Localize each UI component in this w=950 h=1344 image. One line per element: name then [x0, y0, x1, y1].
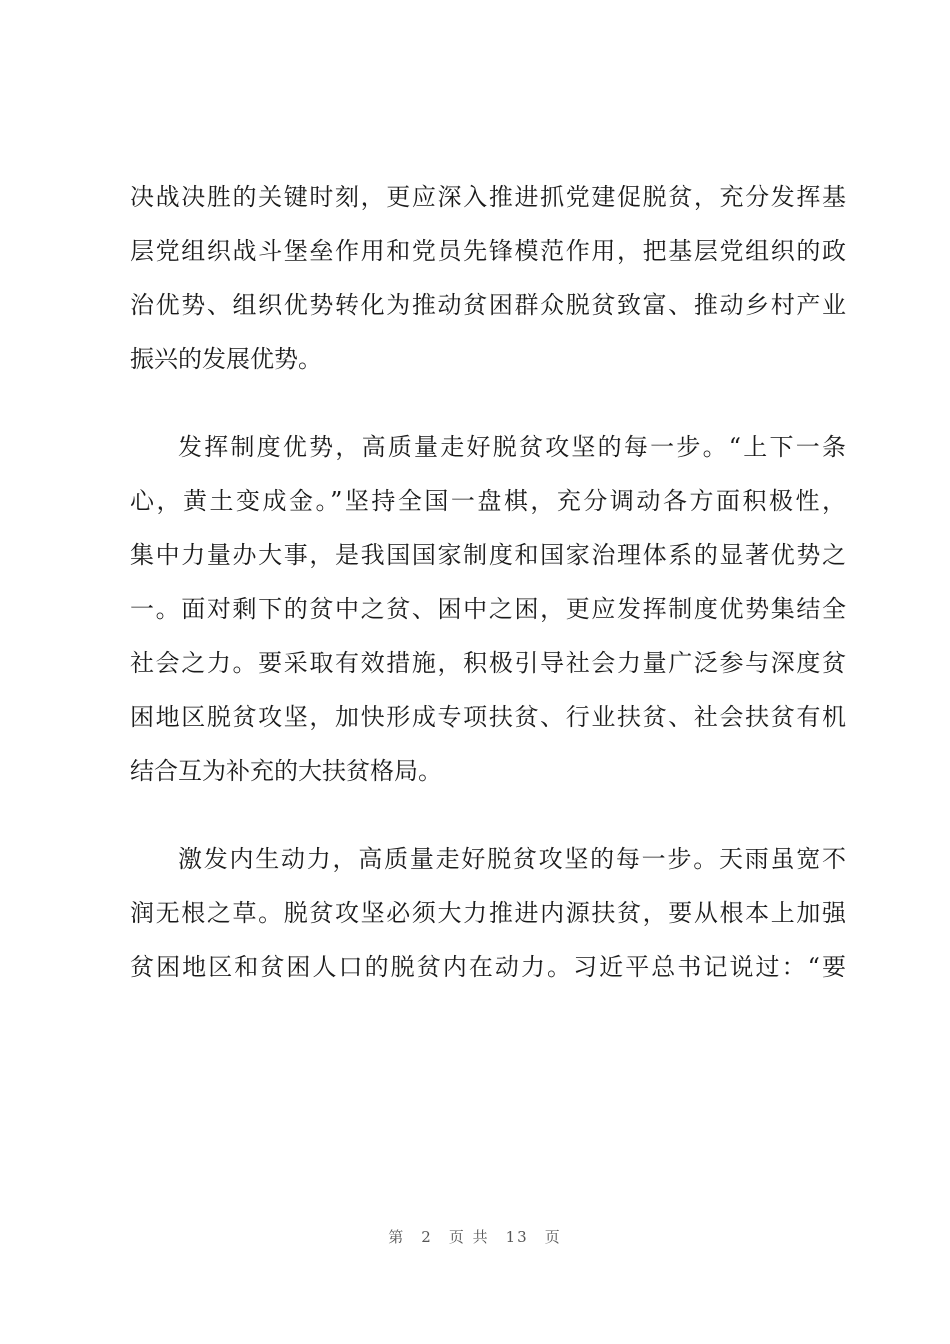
text-line: 集中力量办大事，是我国国家制度和国家治理体系的显著优势之 [130, 541, 846, 569]
paragraph-2 [130, 420, 846, 798]
text-line: 社会之力。要采取有效措施，积极引导社会力量广泛参与深度贫 [130, 649, 846, 677]
text-line: 振兴的发展优势。 [130, 345, 322, 373]
text-line: 层党组织战斗堡垒作用和党员先锋模范作用，把基层党组织的政 [130, 237, 846, 265]
paragraph-gap [130, 386, 846, 420]
body-text [130, 170, 846, 994]
footer-middle: 页 共 [448, 1228, 490, 1246]
text-line: 发挥制度优势，高质量走好脱贫攻坚的每一步。“上下一条 [178, 433, 846, 461]
text-line: 结合互为补充的大扶贫格局。 [130, 757, 442, 785]
paragraph-gap [130, 798, 846, 832]
footer-total-pages: 13 [505, 1228, 529, 1246]
text-line: 激发内生动力，高质量走好脱贫攻坚的每一步。天雨虽宽不 [178, 845, 846, 873]
footer-prefix: 第 [388, 1228, 406, 1246]
paragraph-1 [130, 170, 846, 386]
text-line: 润无根之草。脱贫攻坚必须大力推进内源扶贫，要从根本上加强 [130, 899, 846, 927]
text-line: 心，黄土变成金。”坚持全国一盘棋，充分调动各方面积极性， [130, 487, 846, 515]
footer-suffix: 页 [544, 1228, 562, 1246]
text-line: 一。面对剩下的贫中之贫、困中之困，更应发挥制度优势集结全 [130, 595, 846, 623]
text-line: 困地区脱贫攻坚，加快形成专项扶贫、行业扶贫、社会扶贫有机 [130, 703, 846, 731]
page-footer [0, 1226, 950, 1247]
footer-page-number: 2 [421, 1228, 433, 1246]
text-line: 决战决胜的关键时刻，更应深入推进抓党建促脱贫，充分发挥基 [130, 183, 846, 211]
paragraph-3 [130, 832, 846, 994]
text-line: 贫困地区和贫困人口的脱贫内在动力。习近平总书记说过：“要 [130, 953, 846, 981]
text-line: 治优势、组织优势转化为推动贫困群众脱贫致富、推动乡村产业 [130, 291, 846, 319]
